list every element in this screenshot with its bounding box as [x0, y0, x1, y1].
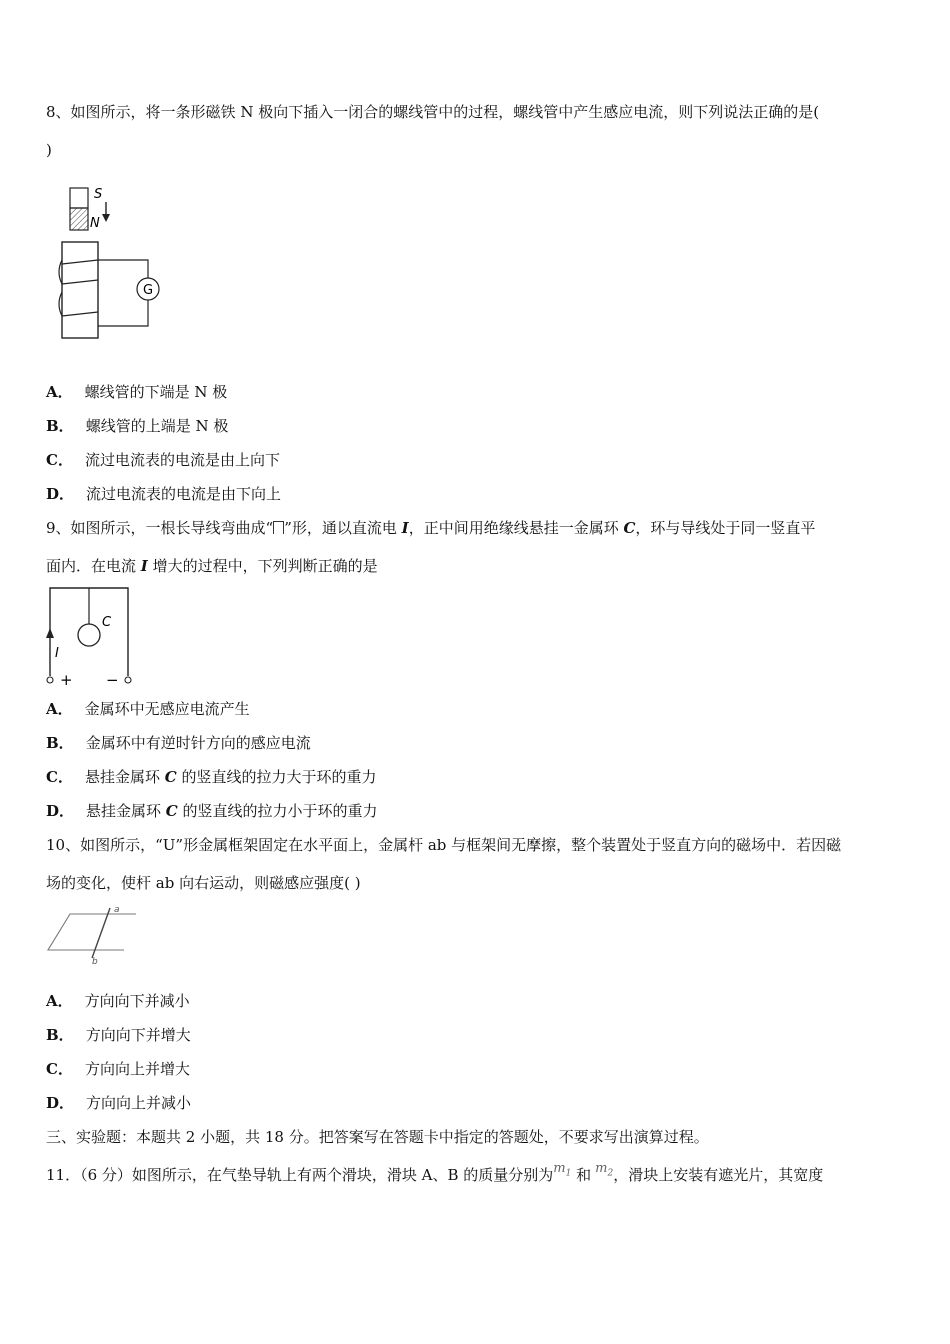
option-text: 方向向上并增大 [84, 1060, 190, 1078]
option-text: 悬挂金属环 [84, 768, 165, 786]
wire-shape-icon [273, 521, 284, 534]
current-label: I [55, 646, 59, 661]
plus-label: + [60, 671, 73, 688]
q9-option-c[interactable] [46, 767, 376, 787]
mass-subscript: 2 [607, 1168, 614, 1179]
q8-stem-line1: 8、如图所示，将一条形磁铁 N 极向下插入一闭合的螺线管中的过程，螺线管中产生感应电流，则下列说法正确的是( [46, 103, 820, 121]
q9-stem-line2 [46, 556, 378, 576]
option-text: 的竖直线的拉力小于环的重力 [177, 802, 378, 820]
option-label: B． [46, 417, 74, 435]
option-label: B． [46, 1026, 74, 1044]
q9-stem-part: ，正中间用绝缘线悬挂一金属环 [408, 519, 624, 537]
option-label: D． [46, 1094, 75, 1112]
q11-stem-part: ，滑块上安装有遮光片，其宽度 [613, 1166, 824, 1184]
solenoid-tube [62, 242, 98, 338]
magnet-n-half [70, 208, 88, 230]
q9-stem-part: ”形，通以直流电 [284, 519, 402, 537]
q9-stem-part: ，环与导线处于同一竖直平 [635, 519, 816, 537]
q9-stem-part: 增大的过程中，下列判断正确的是 [147, 557, 378, 575]
mass-m1 [553, 1161, 572, 1179]
q11-stem-part: 和 [571, 1166, 592, 1184]
option-label: B． [46, 734, 74, 752]
mass-m2 [595, 1161, 614, 1179]
option-text: 方向向下并减小 [84, 992, 190, 1010]
option-text: 方向向下并增大 [85, 1026, 191, 1044]
wire-top [98, 260, 148, 278]
u-frame [48, 914, 136, 950]
rod-end-a: a [114, 905, 120, 915]
option-text: 方向向上并减小 [86, 1094, 192, 1112]
terminal-minus [125, 677, 131, 683]
q9-option-d[interactable] [46, 801, 378, 821]
galvanometer-label: G [143, 283, 154, 298]
option-label: A． [46, 992, 73, 1010]
minus-label: − [106, 671, 119, 688]
option-text: 悬挂金属环 [86, 802, 166, 820]
q9-option-a[interactable] [46, 699, 250, 719]
option-text: 的竖直线的拉力大于环的重力 [176, 768, 377, 786]
q8-option-d[interactable] [46, 484, 281, 504]
option-text: 金属环中无感应电流产生 [84, 700, 250, 718]
wire-bottom [98, 300, 148, 326]
current-arrow-icon [46, 628, 54, 638]
q8-stem-line2: ) [46, 141, 52, 159]
ring-var: C [164, 768, 177, 786]
option-text: 流过电流表的电流是由上向下 [84, 451, 280, 469]
ring-var: C [165, 802, 178, 820]
terminal-plus [47, 677, 53, 683]
option-text: 流过电流表的电流是由下向上 [86, 485, 282, 503]
option-label: D． [46, 485, 75, 503]
q9-wire-ring-figure [40, 584, 140, 688]
current-var: I [401, 519, 409, 537]
option-label: A． [46, 700, 73, 718]
q8-option-c[interactable] [46, 450, 280, 470]
q9-option-b[interactable] [46, 733, 311, 753]
solenoid-coil [59, 260, 98, 316]
q10-stem-line2: 场的变化，使杆 ab 向右运动，则磁感应强度( ) [46, 874, 361, 892]
q9-stem-part: 9、如图所示，一根长导线弯曲成“ [46, 519, 274, 537]
mass-symbol: m [595, 1161, 608, 1176]
q10-option-a[interactable] [46, 991, 190, 1011]
arrow-head-icon [102, 214, 110, 222]
option-label: A． [46, 383, 73, 401]
q10-option-c[interactable] [46, 1059, 190, 1079]
option-label: C． [46, 451, 73, 469]
pole-n-label: N [90, 216, 100, 231]
option-text: 螺线管的下端是 N 极 [84, 383, 228, 401]
option-label: C． [46, 768, 73, 786]
option-label: D． [46, 802, 75, 820]
current-var: I [140, 557, 148, 575]
q10-stem-line1: 10、如图所示，“U”形金属框架固定在水平面上，金属杆 ab 与框架间无摩擦，整个装置处于竖直方向的磁场中．若因磁 [46, 836, 842, 854]
q10-option-b[interactable] [46, 1025, 191, 1045]
option-text: 螺线管的上端是 N 极 [85, 417, 229, 435]
option-text: 金属环中有逆时针方向的感应电流 [85, 734, 311, 752]
option-label: C． [46, 1060, 73, 1078]
q8-option-a[interactable] [46, 382, 227, 402]
q8-option-b[interactable] [46, 416, 228, 436]
q10-option-d[interactable] [46, 1093, 191, 1113]
q8-solenoid-figure [48, 180, 168, 345]
ring-label: C [102, 615, 112, 630]
section3-heading: 三、实验题：本题共 2 小题，共 18 分。把答案写在答题卡中指定的答题处，不要求写出演算过程。 [46, 1128, 709, 1146]
q9-stem-line1 [46, 518, 815, 538]
mass-subscript: 1 [565, 1168, 572, 1179]
metal-ring-icon [78, 624, 100, 646]
rod-end-b: b [92, 957, 98, 966]
ring-var: C [623, 519, 636, 537]
q9-stem-part: 面内．在电流 [46, 557, 141, 575]
magnet-s-half [70, 188, 88, 208]
q11-stem [46, 1161, 824, 1192]
q10-frame-figure [44, 902, 140, 966]
pole-s-label: S [94, 187, 103, 202]
mass-symbol: m [553, 1161, 566, 1176]
q11-stem-part: 11．（6 分）如图所示，在气垫导轨上有两个滑块，滑块 A、B 的质量分别为 [46, 1166, 554, 1184]
